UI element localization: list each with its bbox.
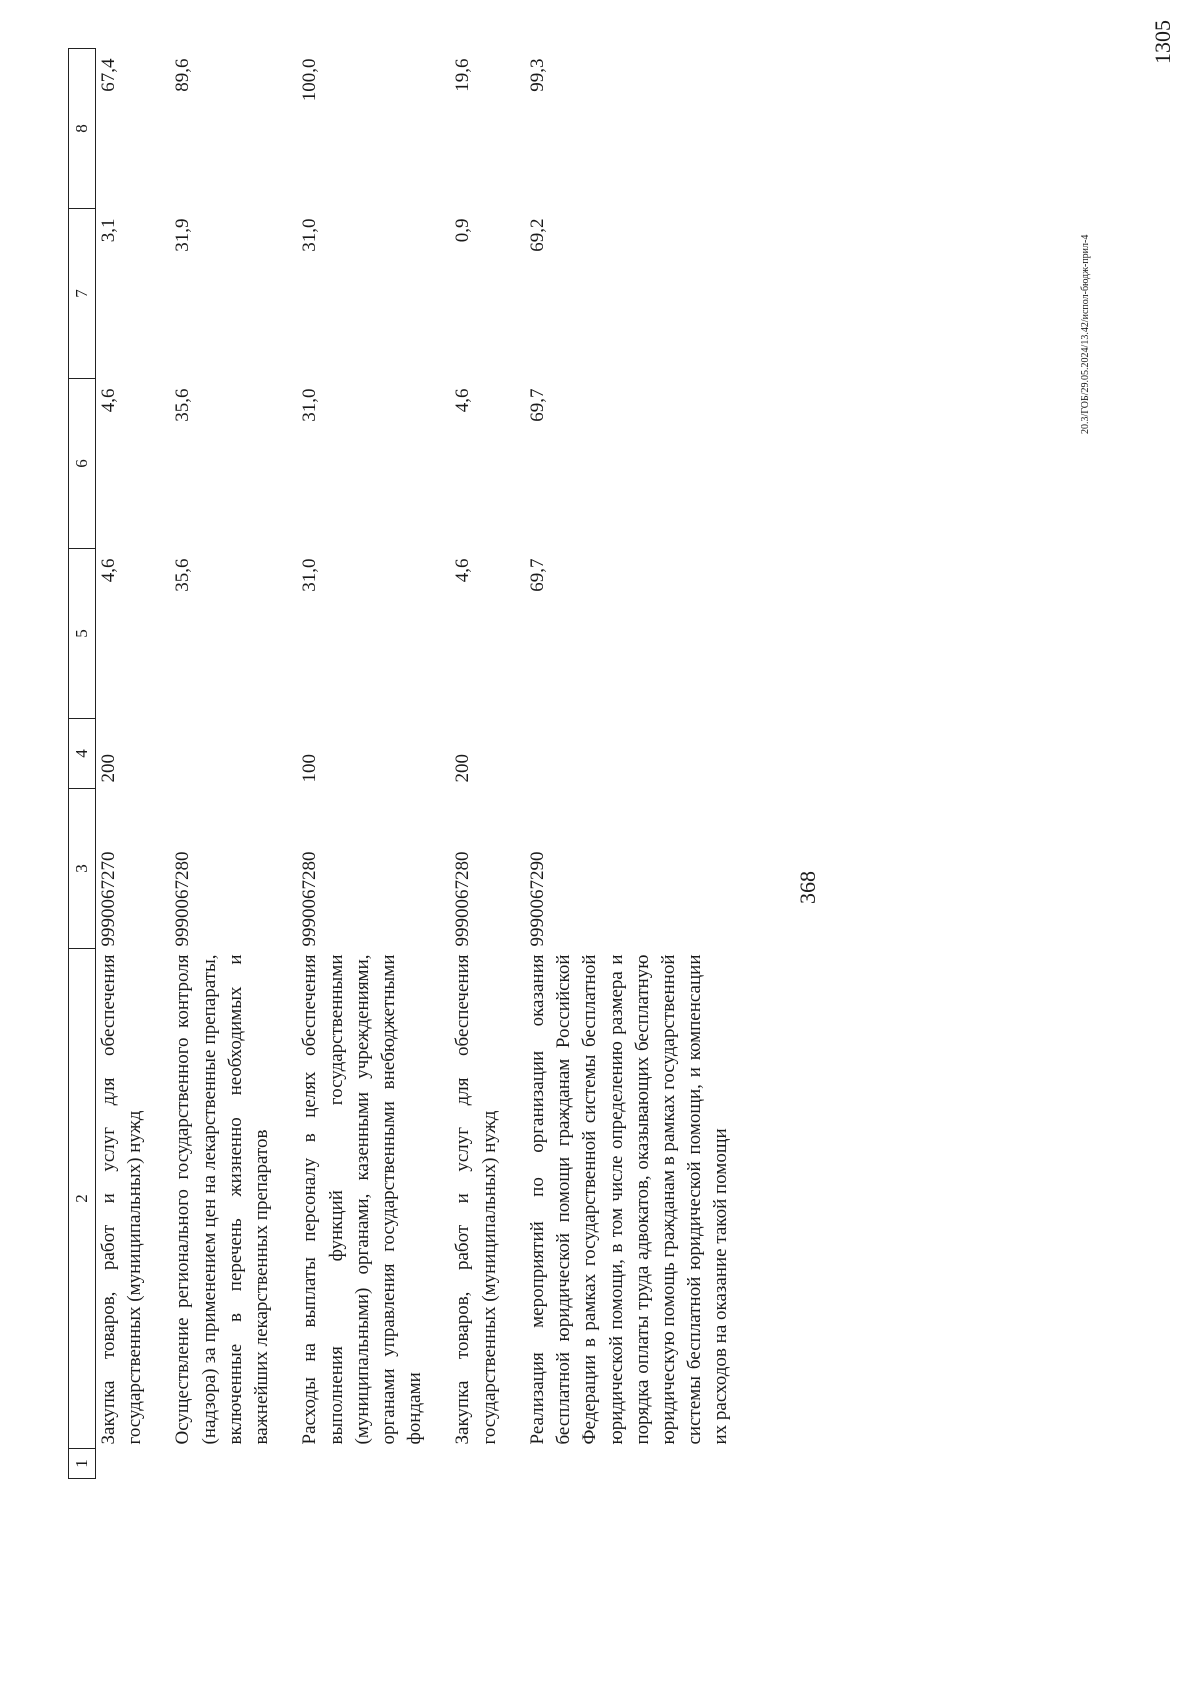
value-col7: 31,9 xyxy=(172,218,194,252)
value-col6: 4,6 xyxy=(452,388,474,413)
row-index xyxy=(297,1449,450,1479)
column-header: 5 xyxy=(69,549,96,719)
row-index xyxy=(450,1449,524,1479)
value-col6: 4,6 xyxy=(98,388,119,413)
expense-type: 200 xyxy=(98,754,119,783)
page-number: 368 xyxy=(795,871,820,904)
value-col7: 31,0 xyxy=(299,218,321,252)
expense-type xyxy=(525,719,757,789)
value-col6: 31,0 xyxy=(299,388,321,422)
value-col6: 69,7 xyxy=(526,388,548,422)
row-description: Закупка товаров, работ и услуг для обеспечения государственных (муниципальных) нужд xyxy=(452,954,500,1445)
value-col5: 69,7 xyxy=(526,558,548,592)
value-col8: 99,3 xyxy=(526,58,548,92)
column-header: 3 xyxy=(69,789,96,949)
value-col5: 35,6 xyxy=(172,558,194,592)
table-row xyxy=(96,49,171,1479)
target-code: 9990067280 xyxy=(452,851,474,947)
value-col8: 89,6 xyxy=(172,58,194,92)
column-header: 1 xyxy=(69,1449,96,1479)
column-header: 4 xyxy=(69,719,96,789)
document-footer-code: 20.3/ГОБ/29.05.2024/13.42/испол-бюдж-прил-4 xyxy=(1080,234,1091,434)
table-header-row xyxy=(69,49,96,1479)
expense-type: 200 xyxy=(452,754,474,783)
row-description: Реализация мероприятий по организации оказания бесплатной юридической помощи гражданам Российской Федерации в рамках государственной системы бесплатной юридической помощи, в том числе определению размера и порядка оплаты труда адвокатов, оказывающих бесплатную юридическую помощь гражданам в рамках государственной системы бесплатной юридической помощи, и компенсации их расходов на оказание такой помощи xyxy=(526,954,732,1445)
expense-type xyxy=(170,719,297,789)
sheet-number: 1305 xyxy=(1150,20,1175,64)
value-col5: 4,6 xyxy=(98,558,119,583)
target-code: 9990067280 xyxy=(299,851,321,947)
budget-table xyxy=(68,48,757,1479)
table-row xyxy=(525,49,757,1479)
column-header: 2 xyxy=(69,949,96,1449)
column-header: 6 xyxy=(69,379,96,549)
row-index xyxy=(96,1449,171,1479)
value-col8: 67,4 xyxy=(98,58,119,92)
row-description: Закупка товаров, работ и услуг для обеспечения государственных (муниципальных) нужд xyxy=(98,954,146,1445)
value-col6: 35,6 xyxy=(172,388,194,422)
target-code: 9990067280 xyxy=(172,851,194,947)
table-row xyxy=(170,49,297,1479)
value-col5: 4,6 xyxy=(452,558,474,583)
target-code: 9990067270 xyxy=(98,851,119,947)
column-header: 7 xyxy=(69,209,96,379)
value-col7: 3,1 xyxy=(98,218,119,243)
table-row xyxy=(297,49,450,1479)
value-col8: 19,6 xyxy=(452,58,474,92)
value-col5: 31,0 xyxy=(299,558,321,592)
column-header: 8 xyxy=(69,49,96,209)
target-code: 9990067290 xyxy=(526,851,548,947)
table-row xyxy=(450,49,524,1479)
row-description: Расходы на выплаты персоналу в целях обеспечения выполнения функций государственными (муниципальными) органами, казенными учреждениями, органами управления государственными внебюджетными фондами xyxy=(299,954,426,1445)
expense-type: 100 xyxy=(299,754,321,783)
row-description: Осуществление регионального государственного контроля (надзора) за применением цен на лекарственные препараты, включенные в перечень жизненно необходимых и важнейших лекарственных препаратов xyxy=(172,954,273,1445)
row-index xyxy=(525,1449,757,1479)
row-index xyxy=(170,1449,297,1479)
value-col7: 0,9 xyxy=(452,218,474,243)
value-col7: 69,2 xyxy=(526,218,548,252)
value-col8: 100,0 xyxy=(299,58,321,102)
